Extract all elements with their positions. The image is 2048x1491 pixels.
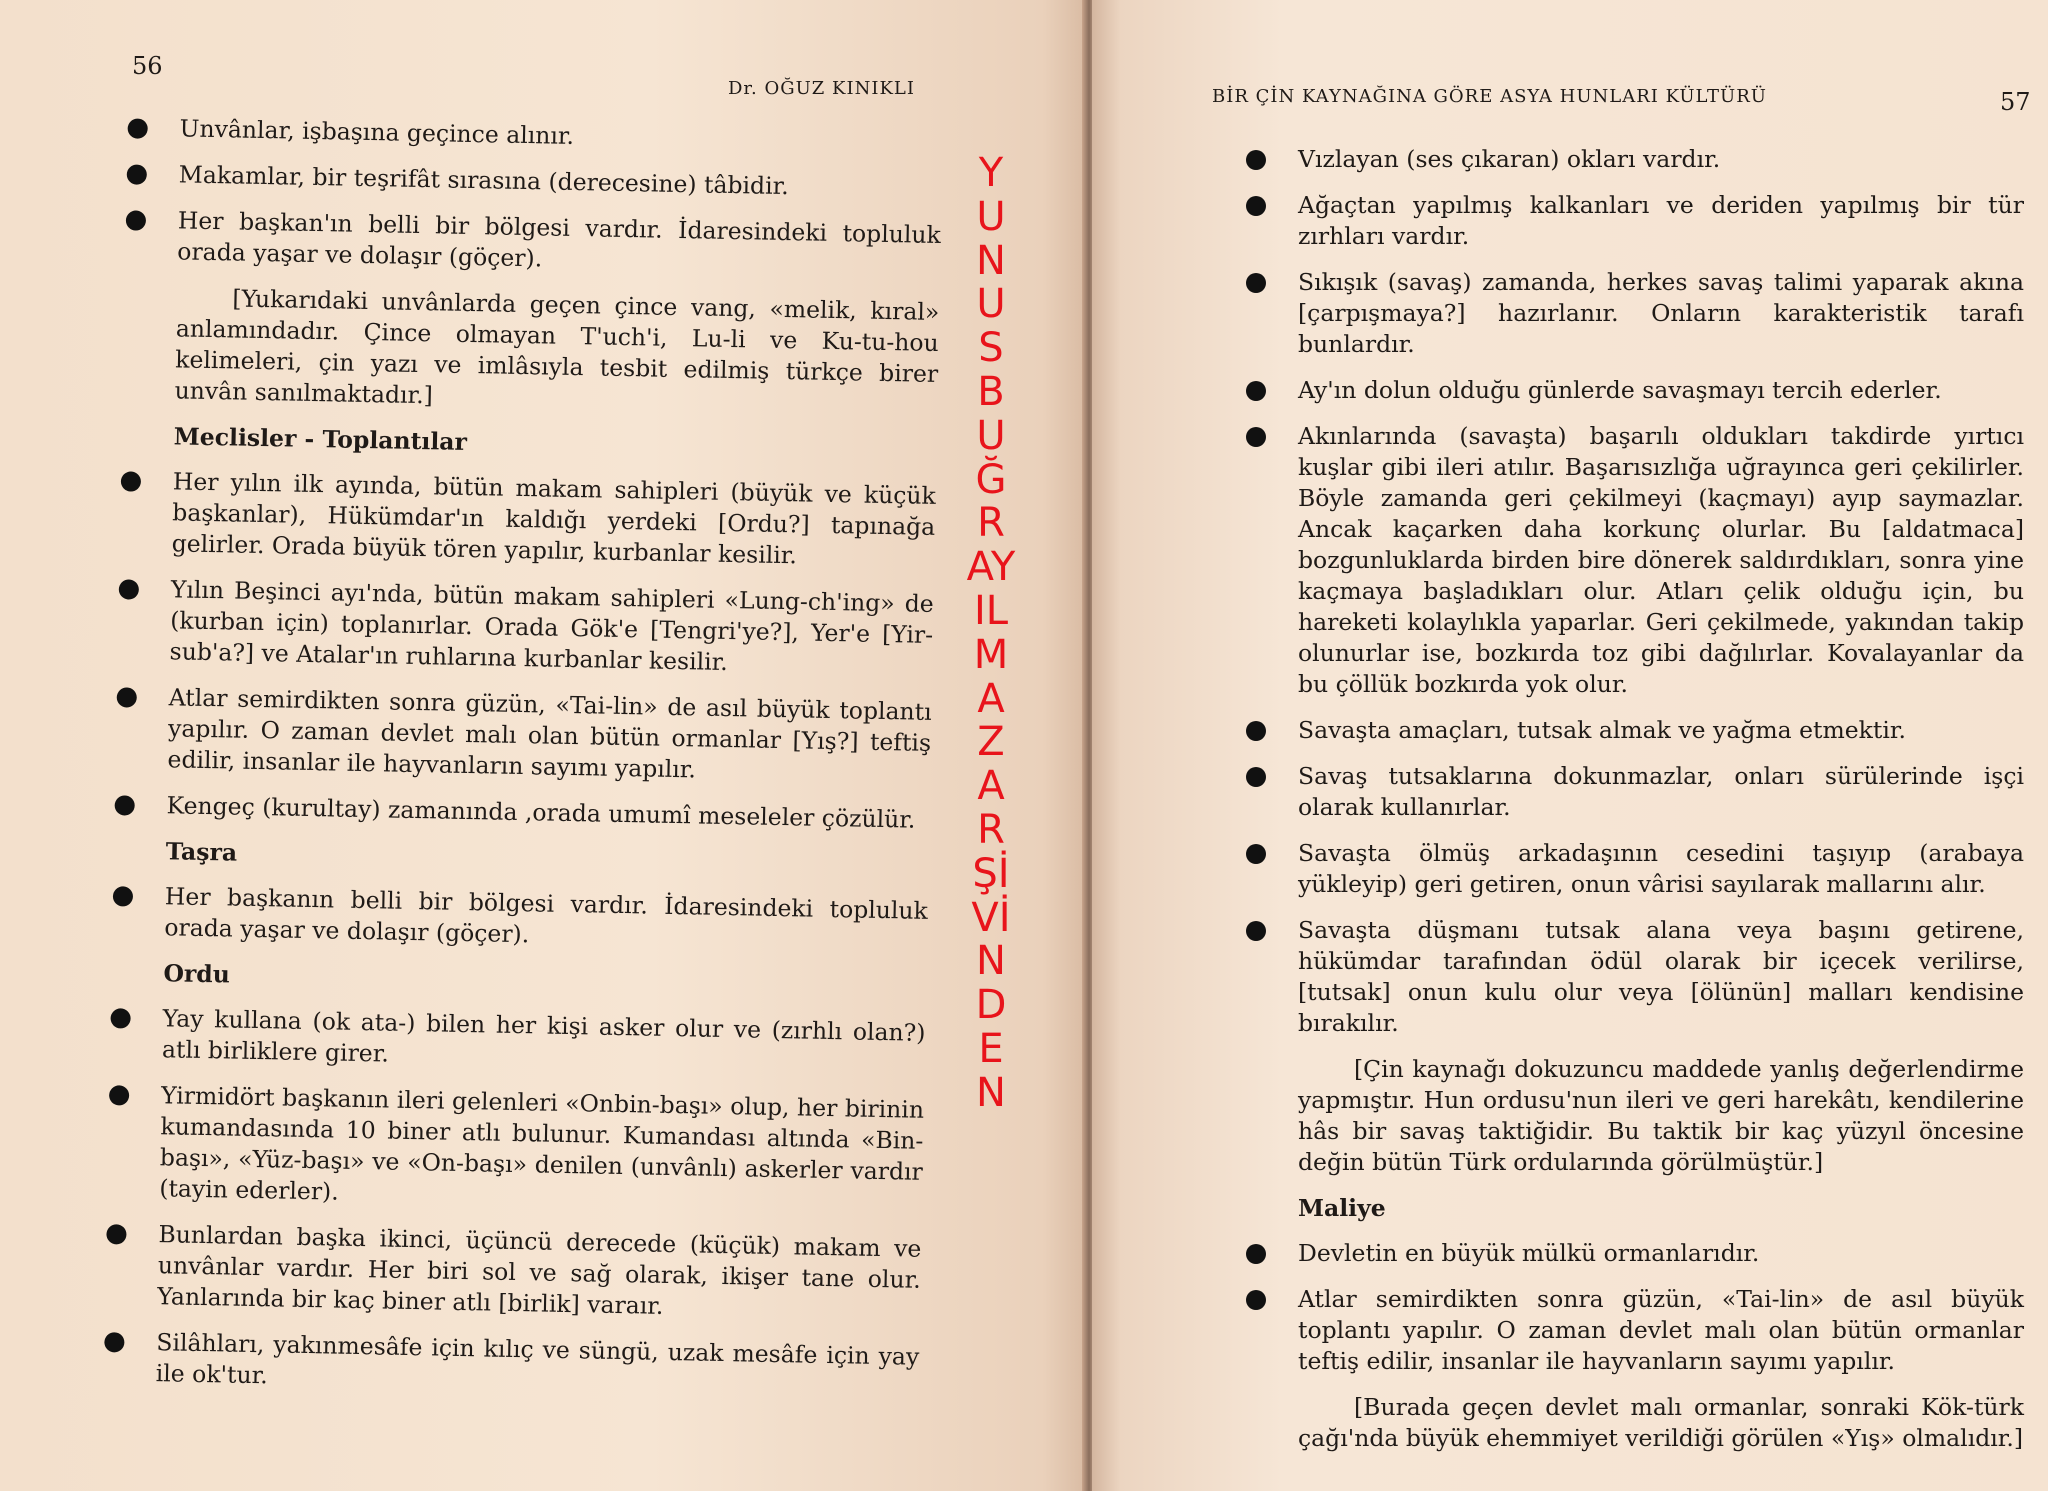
bullet-text: Silâhları, yakınmesâfe için kılıç ve süngü, uzak mesâfe için yay ile ok'tur.	[155, 1328, 920, 1390]
bullet-dot-icon	[104, 1332, 124, 1352]
running-head: BİR ÇİN KAYNAĞINA GÖRE ASYA HUNLARI KÜLTÜRÜ	[1212, 86, 1767, 107]
bullet-text: Kengeç (kurultay) zamanında ,orada umumî meseleler çözülür.	[166, 791, 916, 834]
section-heading: Taşra	[165, 837, 238, 867]
bullet-text: Atlar semirdikten sonra güzün, «Tai-lin» de asıl büyük toplantı yapılır. O zaman devlet malı olan bütün ormanlar teftiş edilir, insanlar ile hayvanların sayımı yapılır.	[1298, 1285, 2024, 1375]
bullet-item	[87, 1079, 924, 1219]
bullet-text: Vızlayan (ses çıkaran) okları vardır.	[1298, 145, 1721, 173]
bullet-dot-icon	[109, 1085, 129, 1105]
bullet-text: Ağaçtan yapılmış kalkanları ve deriden yapılmış bir tür zırhları vardır.	[1298, 191, 2024, 250]
bullet-dot-icon	[117, 687, 137, 707]
bullet-dot-icon	[113, 886, 133, 906]
bullet-text: Savaşta amaçları, tutsak almak ve yağma etmektir.	[1298, 716, 1907, 744]
bullet-item	[99, 465, 936, 574]
bullet-text: Makamlar, bir teşrifât sırasına (derecesine) tâbidir.	[178, 160, 790, 201]
bullet-dot-icon	[1246, 1290, 1266, 1310]
section-heading: Meclisler - Toplantılar	[173, 422, 468, 456]
note-paragraph: [Yukarıdaki unvânlarda geçen çince vang, «melik, kıral» anlamındadır. Çince olmayan T'uch'i, Lu-li ve Ku-tu-hou kelimeleri, çin yazı ve imlâsıyla tesbit edilmiş türkçe birer unvân sanılmaktadır.]	[174, 284, 940, 410]
bullet-dot-icon	[1246, 196, 1266, 216]
section-heading: Maliye	[1298, 1194, 1386, 1222]
bullet-dot-icon	[121, 471, 141, 491]
page-number: 56	[132, 52, 163, 80]
bullet-dot-icon	[1246, 921, 1266, 941]
bullet-item	[105, 204, 941, 282]
bullet-dot-icon	[110, 1008, 130, 1028]
bullet-dot-icon	[126, 210, 146, 230]
bullet-item	[1226, 144, 2024, 175]
bullet-item	[1226, 715, 2024, 746]
bullet-item	[1226, 761, 2024, 823]
right-page-body	[1226, 144, 2024, 1469]
bullet-text: Akınlarında (savaşta) başarılı oldukları takdirde yırtıcı kuşlar gibi ileri atılır. Başarısızlığa uğrayınca geri çekilirler. Böyle zamanda geri çekilmeyi (kaçmayı) ayıp saymazlar. Ancak kaçarken daha korkunç olurlar. Bu [aldatmaca] bozgunluklarda birden bire dönerek saldırdıkları, sonra yine kaçmaya başladıkları olur. Atları çelik olduğu için, bu hareketi kolaylıkla yaparlar. Geri çekilmede, yakından takip olunurlar ise, bozkırda toz gibi dağılırlar. Kovalayanlar da bu çöllük bozkırda yok olur.	[1298, 422, 2024, 698]
bullet-item	[1226, 375, 2024, 406]
bullet-item	[107, 112, 942, 159]
bullet-text: Savaş tutsaklarına dokunmazlar, onları sürülerinde işçi olarak kullanırlar.	[1298, 762, 2024, 821]
bullet-item	[97, 573, 934, 682]
note-paragraph: [Çin kaynağı dokuzuncu maddede yanlış değerlendirme yapmıştır. Hun ordusu'nun ileri ve geri harekâtı, kendilerine hâs bir savaş taktiğidir. Bu taktik bir kaç yüzyıl öncesine değin bütün Türk ordularında görülmüştür.]	[1298, 1055, 2024, 1176]
bullet-item	[92, 880, 928, 958]
bullet-text: Yılın Beşinci ayı'nda, bütün makam sahipleri «Lung-ch'ing» de (kurban için) toplanırlar. Orada Gök'e [Tengri'ye?], Yer'e [Yir-sub'a?] ve Atalar'ın ruhlarına kurbanlar kesilir.	[169, 575, 934, 676]
bullet-text: Her yılın ilk ayında, bütün makam sahipleri (büyük ve küçük başkanlar), Hükümdar'ın kaldığı yerdeki [Ordu?] tapınağa gelirler. Orada büyük tören yapılır, kurbanlar kesilir.	[171, 467, 937, 570]
running-head: Dr. OĞUZ KINIKLI	[728, 78, 915, 99]
left-page-body	[83, 112, 943, 1419]
bullet-dot-icon	[1246, 273, 1266, 293]
bullet-dot-icon	[1246, 844, 1266, 864]
bullet-text: Savaşta düşmanı tutsak alana veya başını getirene, hükümdar tarafından ödül olarak bir içecek verilirse, [tutsak] onun kulu olur veya [ölünün] malları kendisine bırakılır.	[1298, 916, 2024, 1037]
note-paragraph: [Burada geçen devlet malı ormanlar, sonraki Kök-türk çağı'nda büyük ehemmiyet verildiği görülen «Yış» olmalıdır.]	[1298, 1393, 2024, 1452]
bullet-item	[84, 1326, 920, 1404]
bullet-text: Bunlardan başka ikinci, üçüncü derecede (küçük) makam ve unvânlar vardır. Her biri sol ve sağ olarak, ikişer tane olur. Yanlarında bir kaç biner atlı [birlik] varaır.	[157, 1220, 922, 1320]
bullet-item	[1226, 190, 2024, 252]
page-number: 57	[2000, 88, 2031, 116]
bullet-text: Devletin en büyük mülkü ormanlarıdır.	[1298, 1239, 1760, 1267]
bullet-item	[1226, 267, 2024, 360]
bullet-dot-icon	[1246, 1244, 1266, 1264]
bullet-dot-icon	[1246, 150, 1266, 170]
bullet-text: Her başkanın belli bir bölgesi vardır. İdaresindeki topluluk orada yaşar ve dolaşır (göçer).	[164, 882, 929, 949]
bullet-item	[90, 1002, 926, 1080]
bullet-text: Unvânlar, işbaşına geçince alınır.	[179, 114, 575, 150]
bullet-dot-icon	[1246, 427, 1266, 447]
bullet-item	[95, 681, 932, 790]
bullet-item	[94, 789, 929, 836]
section-heading: Ordu	[163, 959, 231, 989]
bullet-text: Yay kullana (ok ata-) bilen her kişi asker olur ve (zırhlı olan?) atlı birliklere girer.	[161, 1004, 926, 1068]
bullet-dot-icon	[119, 579, 139, 599]
bullet-dot-icon	[1246, 767, 1266, 787]
bullet-text: Savaşta ölmüş arkadaşının cesedini taşıyıp (arabaya yükleyip) geri getiren, onun vârisi sayılarak mallarını alır.	[1298, 839, 2024, 898]
bullet-dot-icon	[127, 118, 147, 138]
bullet-text: Sıkışık (savaş) zamanda, herkes savaş talimi yaparak akına [çarpışmaya?] hazırlanır. Onların karakteristik tarafı bunlardır.	[1298, 268, 2024, 358]
bullet-item	[1226, 915, 2024, 1039]
bullet-text: Her başkan'ın belli bir bölgesi vardır. İdaresindeki topluluk orada yaşar ve dolaşır (göçer).	[177, 206, 942, 273]
bullet-dot-icon	[1246, 381, 1266, 401]
archive-watermark: YUNUSBUĞRAYILMAZARŞİVİNDEN	[966, 150, 1016, 1116]
bullet-dot-icon	[115, 795, 135, 815]
bullet-item	[1226, 838, 2024, 900]
bullet-dot-icon	[1246, 721, 1266, 741]
bullet-text: Yirmidört başkanın ileri gelenleri «Onbin-başı» olup, her birinin kumandasında 10 biner atlı bulunur. Kumandası altında «Bin-başı», «Yüz-başı» ve «On-başı» denilen (unvânlı) askerler vardır (tayin ederler).	[159, 1081, 925, 1206]
bullet-text: Ay'ın dolun olduğu günlerde savaşmayı tercih ederler.	[1298, 376, 1942, 404]
bullet-item	[107, 158, 942, 205]
bullet-dot-icon	[106, 1224, 126, 1244]
bullet-dot-icon	[127, 164, 147, 184]
bullet-item	[85, 1218, 922, 1327]
bullet-item	[1226, 1284, 2024, 1377]
bullet-item	[1226, 421, 2024, 700]
bullet-item	[1226, 1238, 2024, 1269]
bullet-text: Atlar semirdikten sonra güzün, «Tai-lin» de asıl büyük toplantı yapılır. O zaman devlet malı olan bütün ormanlar [Yış?] teftiş edilir, insanlar ile hayvanların sayımı yapılır.	[167, 683, 932, 784]
